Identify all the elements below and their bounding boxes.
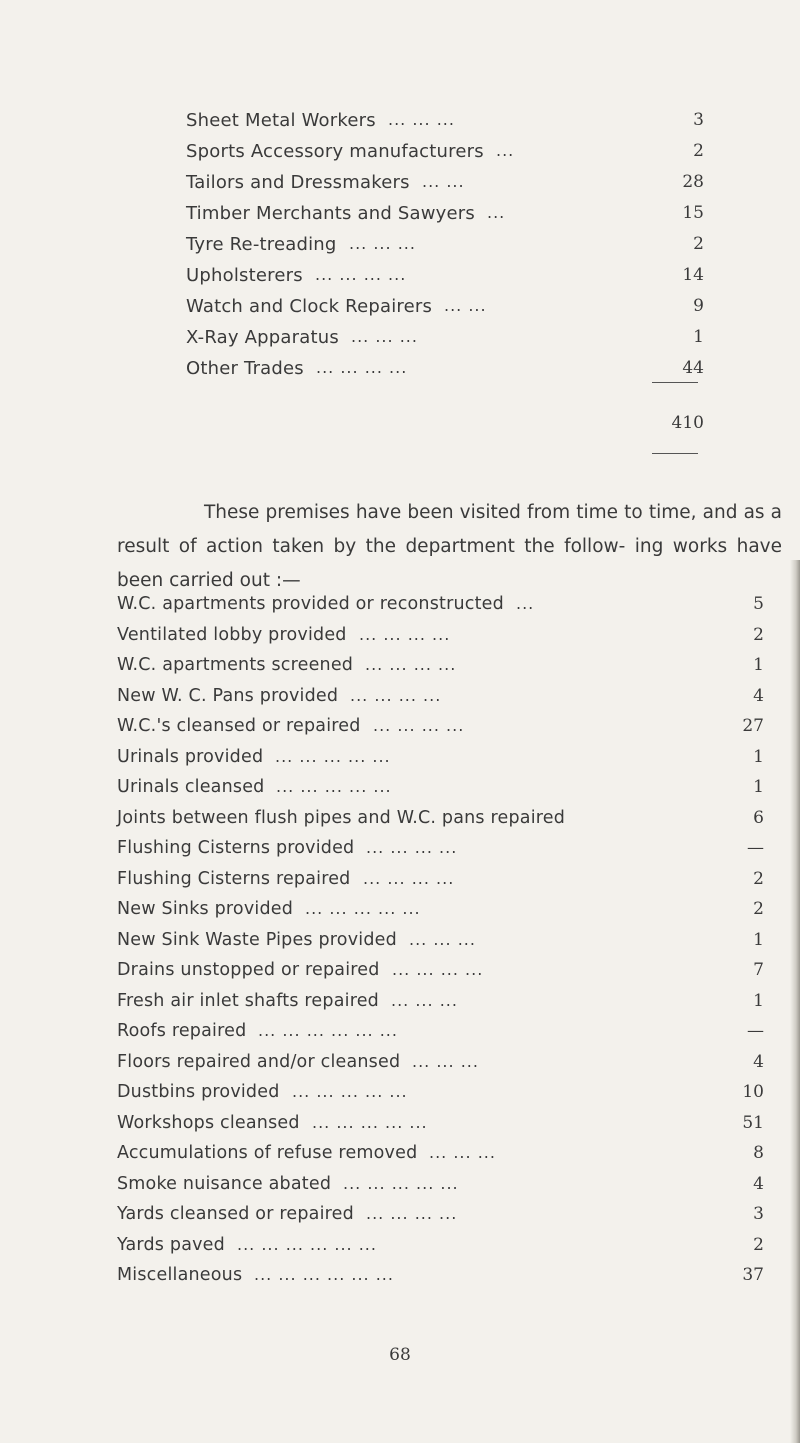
intro-paragraph	[117, 496, 782, 598]
row-label: Yards paved	[117, 1234, 225, 1255]
row-label: Miscellaneous	[117, 1265, 243, 1285]
row-label: Tyre Re-treading	[186, 234, 337, 255]
row-leader-dots: ... ... ... ...	[359, 624, 451, 644]
row-value: 2	[753, 868, 764, 889]
row-value: 3	[693, 110, 704, 130]
row-leader-dots: ... ... ... ... ... ...	[254, 1265, 394, 1284]
row-label: New Sink Waste Pipes provided	[117, 929, 397, 950]
row-value: 4	[753, 1051, 764, 1072]
row-label: Sheet Metal Workers	[186, 110, 376, 131]
work-row	[0, 838, 800, 872]
trade-row	[0, 110, 800, 144]
row-label: Flushing Cisterns provided	[117, 838, 355, 858]
row-label: Tailors and Dressmakers	[186, 172, 410, 193]
row-label: Joints between flush pipes and W.C. pans repaired	[117, 807, 566, 828]
work-row	[0, 1082, 800, 1116]
row-value: 1	[753, 777, 764, 797]
row-leader-dots: ... ... ... ...	[315, 265, 407, 284]
row-leader-dots: ... ... ... ...	[365, 655, 457, 674]
work-row	[0, 1265, 800, 1299]
work-row	[0, 1021, 800, 1055]
work-row	[0, 991, 800, 1025]
row-leader-dots: ... ... ...	[351, 327, 418, 346]
row-label: Smoke nuisance abated	[117, 1173, 332, 1194]
row-label: W.C. apartments provided or reconstructed	[117, 594, 504, 614]
trade-row	[0, 203, 800, 237]
row-label: Yards cleansed or repaired	[117, 1204, 354, 1224]
row-leader-dots: ... ... ... ... ... ...	[237, 1234, 377, 1254]
row-leader-dots: ... ... ... ...	[316, 358, 408, 377]
row-leader-dots: ... ... ... ... ...	[312, 1112, 428, 1132]
row-leader-dots: ... ...	[422, 172, 465, 191]
row-value: 5	[753, 594, 764, 614]
row-leader-dots: ... ... ... ...	[373, 716, 465, 735]
row-label: Flushing Cisterns repaired	[117, 868, 351, 889]
work-row	[0, 1052, 800, 1086]
row-label: Urinals cleansed	[117, 777, 265, 797]
row-label: Accumulations of refuse removed	[117, 1143, 418, 1163]
row-label: Sports Accessory manufacturers	[186, 141, 484, 162]
work-row	[0, 960, 800, 994]
row-label: Fresh air inlet shafts repaired	[117, 990, 379, 1011]
work-row	[0, 686, 800, 720]
trade-row	[0, 141, 800, 175]
row-leader-dots: ... ... ... ... ...	[343, 1173, 459, 1193]
row-leader-dots: ... ... ... ... ...	[292, 1082, 408, 1101]
trade-row	[0, 327, 800, 361]
row-label: X-Ray Apparatus	[186, 327, 339, 348]
total-rule-bottom	[652, 453, 698, 454]
row-value: 3	[753, 1204, 764, 1224]
row-leader-dots: ... ... ... ... ...	[305, 899, 421, 918]
work-row	[0, 1174, 800, 1208]
row-value: 44	[682, 358, 704, 378]
row-leader-dots: ... ... ...	[409, 929, 476, 949]
work-row	[0, 1143, 800, 1177]
row-leader-dots: ... ... ... ...	[350, 685, 442, 705]
row-value: 1	[753, 929, 764, 950]
work-row	[0, 625, 800, 659]
work-row	[0, 747, 800, 781]
work-row	[0, 869, 800, 903]
page-edge-shadow	[790, 560, 800, 1443]
row-value: —	[747, 1021, 764, 1041]
row-leader-dots: ... ... ...	[429, 1143, 496, 1162]
row-leader-dots: ... ... ... ... ...	[275, 746, 391, 766]
work-row	[0, 1204, 800, 1238]
row-value: 2	[753, 899, 764, 919]
row-value: 28	[682, 172, 704, 192]
row-value: 27	[742, 716, 764, 736]
row-value: 10	[742, 1082, 764, 1102]
row-label: Dustbins provided	[117, 1082, 280, 1102]
row-value: 15	[682, 203, 704, 223]
row-label: Ventilated lobby provided	[117, 624, 347, 645]
row-leader-dots: ...	[496, 141, 515, 160]
row-leader-dots: ... ... ...	[349, 234, 416, 253]
work-row	[0, 716, 800, 750]
row-value: 7	[753, 960, 764, 980]
row-leader-dots: ...	[516, 594, 535, 613]
row-label: Roofs repaired	[117, 1021, 247, 1041]
work-row	[0, 777, 800, 811]
work-row	[0, 594, 800, 628]
row-leader-dots: ... ... ... ...	[392, 960, 484, 979]
row-label: Timber Merchants and Sawyers	[186, 203, 475, 224]
row-label: W.C. apartments screened	[117, 655, 354, 675]
row-label: New W. C. Pans provided	[117, 685, 339, 706]
row-leader-dots: ... ... ... ...	[366, 1204, 458, 1223]
row-label: Upholsterers	[186, 265, 303, 286]
row-label: Watch and Clock Repairers	[186, 296, 433, 317]
work-row	[0, 1113, 800, 1147]
row-leader-dots: ... ... ... ... ... ...	[258, 1021, 398, 1040]
intro-paragraph-text: These premises have been visited from time to time, and as a result of action taken by the department the follow- ing works have been carried out :—	[117, 502, 782, 591]
row-label: Urinals provided	[117, 746, 264, 767]
row-value: 2	[693, 234, 704, 254]
trade-row	[0, 358, 800, 392]
row-leader-dots: ... ... ...	[391, 990, 458, 1010]
page-number: 68	[389, 1345, 411, 1365]
row-value: —	[747, 838, 764, 858]
row-label: Drains unstopped or repaired	[117, 960, 380, 980]
row-value: 1	[753, 746, 764, 767]
row-value: 1	[693, 327, 704, 347]
row-label: W.C.'s cleansed or repaired	[117, 716, 361, 736]
total-rule-top	[652, 382, 698, 383]
work-row	[0, 655, 800, 689]
row-leader-dots: ... ... ...	[388, 110, 455, 129]
trades-total: 410	[671, 413, 704, 433]
row-label: Workshops cleansed	[117, 1112, 300, 1133]
row-value: 4	[753, 1173, 764, 1194]
row-value: 9	[693, 296, 704, 316]
row-value: 37	[742, 1265, 764, 1285]
row-value: 2	[753, 624, 764, 645]
row-label: New Sinks provided	[117, 899, 294, 919]
row-leader-dots: ... ...	[444, 296, 487, 315]
row-label: Other Trades	[186, 358, 304, 379]
row-value: 14	[682, 265, 704, 285]
row-leader-dots: ... ... ... ... ...	[276, 777, 392, 796]
work-row	[0, 808, 800, 842]
row-value: 1	[753, 655, 764, 675]
row-label: Floors repaired and/or cleansed	[117, 1051, 401, 1072]
row-value: 6	[753, 807, 764, 828]
trade-row	[0, 172, 800, 206]
row-leader-dots: ... ... ...	[412, 1051, 479, 1071]
row-value: 1	[753, 990, 764, 1011]
row-value: 4	[753, 685, 764, 706]
work-row	[0, 1235, 800, 1269]
row-value: 2	[753, 1234, 764, 1255]
row-value: 51	[742, 1112, 764, 1133]
row-leader-dots: ... ... ... ...	[363, 868, 455, 888]
row-value: 8	[753, 1143, 764, 1163]
work-row	[0, 899, 800, 933]
trade-row	[0, 234, 800, 268]
row-leader-dots: ... ... ... ...	[366, 838, 458, 857]
trade-row	[0, 265, 800, 299]
work-row	[0, 930, 800, 964]
row-value: 2	[693, 141, 704, 161]
trade-row	[0, 296, 800, 330]
row-leader-dots: ...	[487, 203, 506, 222]
